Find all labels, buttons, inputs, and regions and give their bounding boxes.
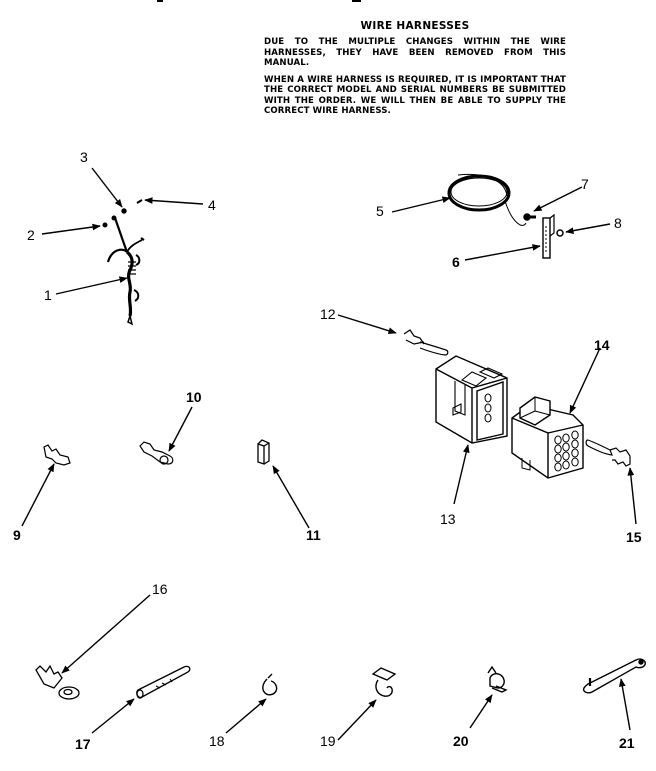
callout-label-20: 20 — [453, 733, 469, 749]
callout-label-2: 2 — [27, 227, 35, 243]
section-title: WIRE HARNESSES — [360, 20, 470, 32]
callout-label-16: 16 — [152, 581, 168, 597]
cable-clip-drawing — [488, 667, 506, 692]
wire-clamp-drawing — [373, 668, 395, 696]
note-paragraph-2: WHEN A WIRE HARNESS IS REQUIRED, IT IS IMPORTANT THAT THE CORRECT MODEL AND SERIAL NUMBERS BE SUBMITTED WITH THE ORDER. WE WILL THEN BE ABLE TO SUPPLY THE CORRECT WIRE HARNESS. — [264, 74, 566, 116]
ground-strap-drawing — [584, 659, 646, 693]
callout-label-1: 1 — [44, 287, 52, 303]
terminal-9-drawing — [44, 445, 70, 465]
callout-label-4: 4 — [208, 197, 216, 213]
wire-clip-drawing — [263, 674, 277, 695]
note-paragraph-1: DUE TO THE MULTIPLE CHANGES WITHIN THE WIRE HARNESSES, THEY HAVE BEEN REMOVED FROM THIS MANUAL. — [264, 37, 566, 68]
callout-label-7: 7 — [581, 176, 589, 192]
callout-label-3: 3 — [80, 149, 88, 165]
callout-label-13: 13 — [440, 511, 456, 527]
callout-label-5: 5 — [376, 203, 384, 219]
callout-label-12: 12 — [320, 306, 336, 322]
callout-label-8: 8 — [614, 215, 622, 231]
socket-terminal-drawing — [586, 440, 630, 466]
ground-wire-drawing — [449, 174, 563, 258]
wire-harness-drawing — [103, 200, 144, 324]
callout-label-6: 6 — [452, 254, 460, 270]
ring-terminal-drawing — [36, 666, 79, 699]
callout-label-17: 17 — [75, 736, 91, 752]
callout-label-18: 18 — [209, 733, 225, 749]
insulated-splice-drawing — [137, 666, 190, 698]
callout-label-9: 9 — [13, 527, 21, 543]
callout-label-21: 21 — [619, 735, 635, 751]
pin-terminal-drawing — [404, 330, 448, 355]
connector-housing-13-drawing — [436, 356, 507, 443]
terminal-clip-11-drawing — [258, 440, 269, 464]
callout-label-14: 14 — [594, 337, 610, 353]
callout-label-10: 10 — [186, 389, 202, 405]
terminal-10-drawing — [140, 442, 173, 464]
callout-label-19: 19 — [320, 733, 336, 749]
callout-label-15: 15 — [626, 529, 642, 545]
callout-label-11: 11 — [306, 527, 321, 543]
